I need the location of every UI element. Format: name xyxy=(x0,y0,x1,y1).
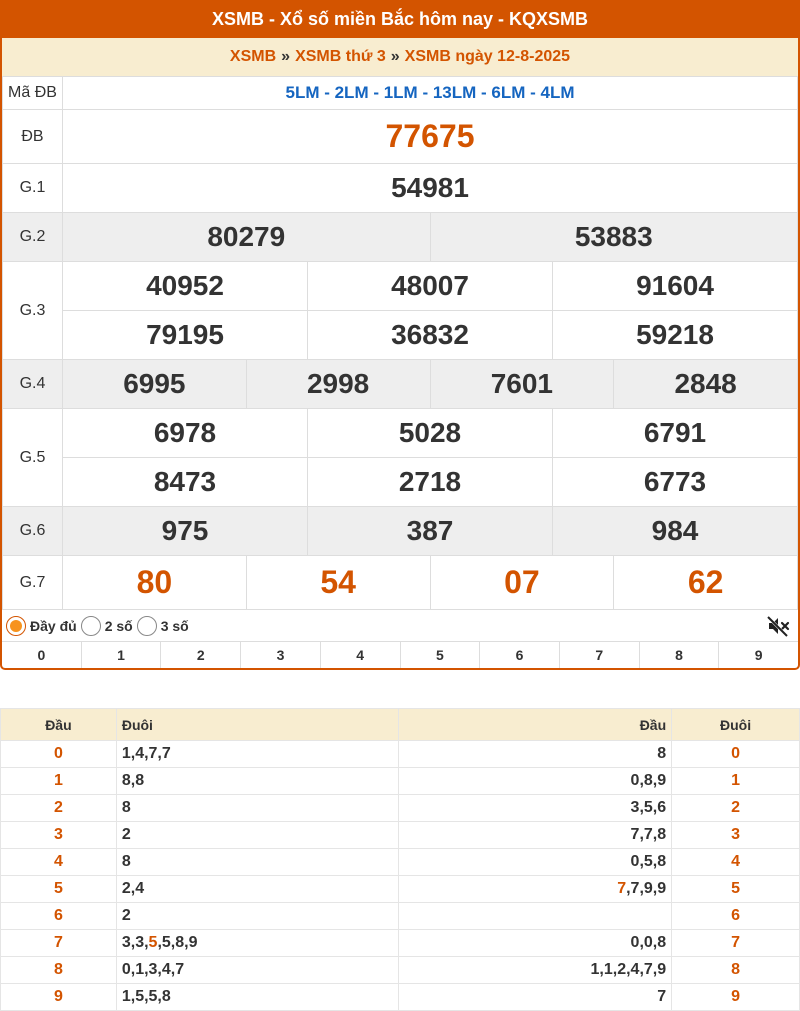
volume-mute-icon[interactable] xyxy=(766,614,790,638)
highlighted-number: 5 xyxy=(148,934,158,951)
table-row xyxy=(1,984,800,1011)
loto-head-tail-table xyxy=(0,708,800,1011)
duoi-list xyxy=(116,930,399,957)
label-g1: G.1 xyxy=(3,164,63,213)
dau-list: 7 xyxy=(399,984,672,1011)
dau-digit: 2 xyxy=(1,795,117,822)
table-row xyxy=(1,849,800,876)
radio-2-so[interactable] xyxy=(81,616,133,636)
table-row xyxy=(1,741,800,768)
dau-list: 3,5,6 xyxy=(399,795,672,822)
digit-filter-0[interactable]: 0 xyxy=(2,642,82,670)
breadcrumb xyxy=(2,38,798,76)
table-row xyxy=(1,930,800,957)
duoi-list-prefix: 3,3, xyxy=(121,934,149,951)
row-g6 xyxy=(3,507,798,556)
prize-g5-4: 8473 xyxy=(63,458,308,507)
prize-g4-2: 2998 xyxy=(246,360,430,409)
breadcrumb-xsmb-date[interactable]: XSMB ngày 12-8-2025 xyxy=(404,48,571,65)
row-g7 xyxy=(3,556,798,610)
breadcrumb-separator: » xyxy=(390,48,400,65)
table-row xyxy=(1,957,800,984)
prize-g3-4: 79195 xyxy=(63,311,308,360)
dau-list: 1,1,2,4,7,9 xyxy=(399,957,672,984)
duoi-list: 1,4,7,7 xyxy=(116,741,399,768)
prize-db: 77675 xyxy=(63,110,798,164)
label-g4: G.4 xyxy=(3,360,63,409)
duoi-list: 8,8 xyxy=(116,768,399,795)
dau-list xyxy=(399,903,672,930)
row-g4 xyxy=(3,360,798,409)
prize-g5-5: 2718 xyxy=(308,458,553,507)
prize-g5-3: 6791 xyxy=(553,409,798,458)
duoi-digit: 3 xyxy=(672,822,800,849)
radio-full[interactable] xyxy=(6,616,77,636)
dau-digit: 1 xyxy=(1,768,117,795)
dau-list xyxy=(399,876,672,903)
prize-g3-2: 48007 xyxy=(308,262,553,311)
digit-filter-5[interactable]: 5 xyxy=(401,642,481,670)
duoi-digit: 4 xyxy=(672,849,800,876)
dau-list-rest: ,7,9,9 xyxy=(626,880,667,897)
digit-filter-9[interactable]: 9 xyxy=(754,647,763,663)
duoi-digit: 8 xyxy=(672,957,800,984)
row-g3-a xyxy=(3,262,798,311)
dau-list: 0,5,8 xyxy=(399,849,672,876)
label-g7: G.7 xyxy=(3,556,63,610)
duoi-list: 2 xyxy=(116,903,399,930)
dau-digit: 0 xyxy=(1,741,117,768)
dau-digit: 9 xyxy=(1,984,117,1011)
breadcrumb-xsmb[interactable]: XSMB xyxy=(229,48,277,65)
breadcrumb-xsmb-thu-3[interactable]: XSMB thứ 3 xyxy=(295,48,386,65)
breadcrumb-separator: » xyxy=(281,48,291,65)
table-row xyxy=(1,795,800,822)
dau-digit: 5 xyxy=(1,876,117,903)
row-ma-db xyxy=(3,77,798,110)
radio-2-so-indicator[interactable] xyxy=(81,616,101,636)
digit-filter-7[interactable]: 7 xyxy=(560,642,640,670)
radio-3-so[interactable] xyxy=(137,616,189,636)
table-row xyxy=(1,903,800,930)
duoi-list: 1,5,5,8 xyxy=(116,984,399,1011)
header-duoi-2: Đuôi xyxy=(672,709,800,741)
row-g3-b xyxy=(3,311,798,360)
dau-list: 8 xyxy=(399,741,672,768)
duoi-digit: 1 xyxy=(672,768,800,795)
label-g6: G.6 xyxy=(3,507,63,556)
prize-g7-4: 62 xyxy=(614,556,798,610)
duoi-list: 0,1,3,4,7 xyxy=(116,957,399,984)
row-g1 xyxy=(3,164,798,213)
digit-filter-6[interactable]: 6 xyxy=(480,642,560,670)
prize-g5-1: 6978 xyxy=(63,409,308,458)
header-dau: Đầu xyxy=(1,709,117,741)
prize-g1: 54981 xyxy=(63,164,798,213)
duoi-digit: 7 xyxy=(672,930,800,957)
radio-3-so-label: 3 số xyxy=(160,617,189,634)
prize-g5-6: 6773 xyxy=(553,458,798,507)
prize-g3-1: 40952 xyxy=(63,262,308,311)
prize-g3-5: 36832 xyxy=(308,311,553,360)
label-g3: G.3 xyxy=(3,262,63,360)
digit-filter-2[interactable]: 2 xyxy=(161,642,241,670)
duoi-list: 2,4 xyxy=(116,876,399,903)
table-row xyxy=(1,876,800,903)
digit-filter-bar xyxy=(2,642,798,670)
display-options xyxy=(2,610,798,642)
dau-digit: 7 xyxy=(1,930,117,957)
prize-g6-1: 975 xyxy=(63,507,308,556)
digit-filter-4[interactable]: 4 xyxy=(321,642,401,670)
prize-g7-3: 07 xyxy=(430,556,614,610)
dau-digit: 4 xyxy=(1,849,117,876)
duoi-list: 2 xyxy=(116,822,399,849)
duoi-list: 8 xyxy=(116,795,399,822)
loto-header-row xyxy=(1,709,800,741)
prize-g4-1: 6995 xyxy=(63,360,247,409)
duoi-digit: 2 xyxy=(672,795,800,822)
prize-g7-2: 54 xyxy=(246,556,430,610)
prize-g2-2: 53883 xyxy=(430,213,798,262)
dau-digit: 3 xyxy=(1,822,117,849)
row-g2 xyxy=(3,213,798,262)
radio-full-indicator[interactable] xyxy=(6,616,26,636)
prize-g7-1: 80 xyxy=(63,556,247,610)
result-table xyxy=(2,76,798,610)
dau-digit: 8 xyxy=(1,957,117,984)
label-db: ĐB xyxy=(3,110,63,164)
ma-db-value: 5LM - 2LM - 1LM - 13LM - 6LM - 4LM xyxy=(63,77,798,110)
duoi-list-rest: ,5,8,9 xyxy=(157,934,198,951)
table-row xyxy=(1,822,800,849)
duoi-list: 8 xyxy=(116,849,399,876)
prize-g6-2: 387 xyxy=(308,507,553,556)
header-duoi: Đuôi xyxy=(116,709,399,741)
dau-list: 7,7,8 xyxy=(399,822,672,849)
radio-full-label: Đầy đủ xyxy=(30,617,77,634)
duoi-digit: 6 xyxy=(672,903,800,930)
highlighted-number: 7 xyxy=(617,880,627,897)
duoi-digit: 0 xyxy=(672,741,800,768)
table-row xyxy=(1,768,800,795)
radio-2-so-label: 2 số xyxy=(104,617,133,634)
dau-list: 0,8,9 xyxy=(399,768,672,795)
prize-g3-3: 91604 xyxy=(553,262,798,311)
digit-filter-1[interactable]: 1 xyxy=(82,642,162,670)
prize-g5-2: 5028 xyxy=(308,409,553,458)
prize-g2-1: 80279 xyxy=(63,213,431,262)
digit-filter-8[interactable]: 8 xyxy=(640,642,720,670)
page-title: XSMB - Xổ số miền Bắc hôm nay - KQXSMB xyxy=(2,0,798,38)
row-db xyxy=(3,110,798,164)
dau-list: 0,0,8 xyxy=(399,930,672,957)
label-ma-db: Mã ĐB xyxy=(3,77,63,110)
digit-filter-3[interactable]: 3 xyxy=(241,642,321,670)
prize-g4-4: 2848 xyxy=(614,360,798,409)
prize-g3-6: 59218 xyxy=(553,311,798,360)
radio-3-so-indicator[interactable] xyxy=(137,616,157,636)
header-dau-2: Đầu xyxy=(399,709,672,741)
row-g5-b xyxy=(3,458,798,507)
label-g2: G.2 xyxy=(3,213,63,262)
prize-g4-3: 7601 xyxy=(430,360,614,409)
row-g5-a xyxy=(3,409,798,458)
dau-digit: 6 xyxy=(1,903,117,930)
duoi-digit: 9 xyxy=(672,984,800,1011)
duoi-digit: 5 xyxy=(672,876,800,903)
label-g5: G.5 xyxy=(3,409,63,507)
prize-g6-3: 984 xyxy=(553,507,798,556)
